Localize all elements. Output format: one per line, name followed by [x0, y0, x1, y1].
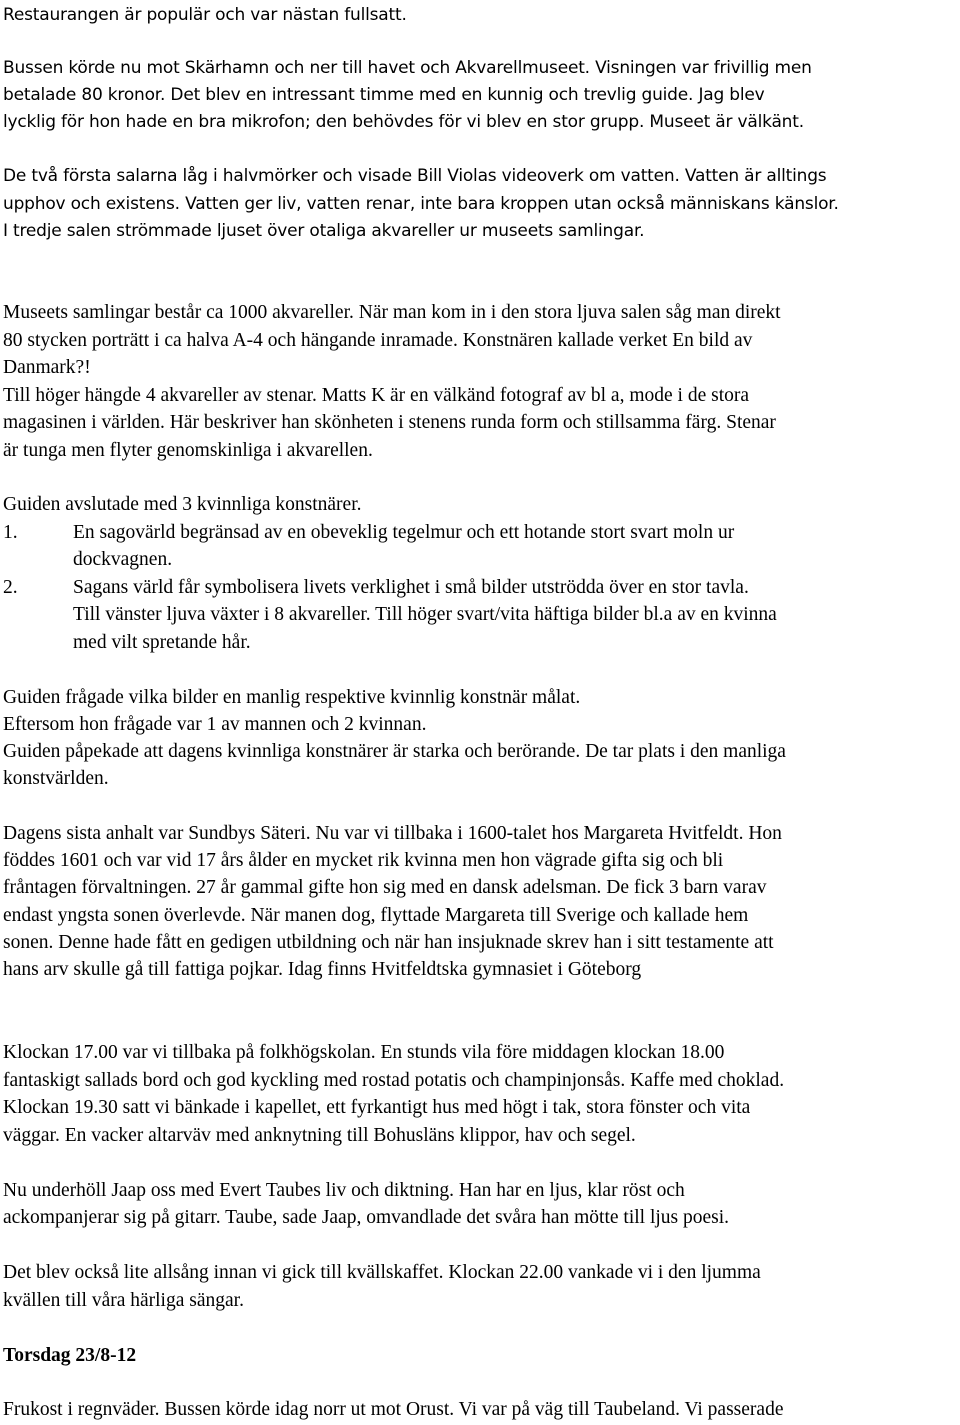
- text-line: Sagans värld får symbolisera livets verklighet i små bilder utströdda över en stor tavla.: [73, 577, 749, 598]
- text-line: Klockan 17.00 var vi tillbaka på folkhögskolan. En stunds vila före middagen klockan 18.00: [3, 1042, 725, 1063]
- text-line: Det blev också lite allsång innan vi gick till kvällskaffet. Klockan 22.00 vankade vi i den ljumma: [3, 1262, 761, 1283]
- text-line: Nu underhöll Jaap oss med Evert Taubes liv och diktning. Han har en ljus, klar röst och: [3, 1180, 685, 1201]
- text-line: upphov och existens. Vatten ger liv, vatten renar, inte bara kroppen utan också människans känslor.: [3, 194, 839, 214]
- text-line: endast yngsta sonen överlevde. När manen dog, flyttade Margareta till Sverige och kallade hem: [3, 905, 749, 926]
- text-line: ackompanjerar sig på gitarr. Taube, sade Jaap, omvandlade det svåra han mötte till ljus poesi.: [3, 1207, 730, 1228]
- text-line: Danmark?!: [3, 357, 91, 378]
- text-line: fråntagen förvaltningen. 27 år gammal gifte hon sig med en dansk adelsman. De fick 3 barn varav: [3, 877, 767, 898]
- text-line: sonen. Denne hade fått en gedigen utbildning och när han insjuknade skrev han i sitt testamente att: [3, 932, 774, 953]
- text-line: hans arv skulle gå till fattiga pojkar. Idag finns Hvitfeldtska gymnasiet i Göteborg: [3, 959, 642, 980]
- text-line: lycklig för hon hade en bra mikrofon; den behövdes för vi blev en stor grupp. Museet är välkänt.: [3, 112, 804, 132]
- text-line: magasinen i världen. Här beskriver han skönheten i stenens runda form och stillsamma färg. Stenar: [3, 412, 776, 433]
- list-number: 2.: [3, 577, 18, 598]
- text-line: I tredje salen strömmade ljuset över otaliga akvareller ur museets samlingar.: [3, 221, 645, 241]
- text-line: Eftersom hon frågade var 1 av mannen och 2 kvinnan.: [3, 714, 427, 735]
- text-line: Klockan 19.30 satt vi bänkade i kapellet, ett fyrkantigt hus med högt i tak, stora fönster och vita: [3, 1097, 751, 1118]
- text-line: Restaurangen är populär och var nästan fullsatt.: [3, 5, 407, 25]
- text-line: Guiden frågade vilka bilder en manlig respektive kvinnlig konstnär målat.: [3, 687, 581, 708]
- text-line: är tunga men flyter genomskinliga i akvarellen.: [3, 440, 373, 461]
- text-line: konstvärlden.: [3, 768, 109, 789]
- text-line: Frukost i regnväder. Bussen körde idag norr ut mot Orust. Vi var på väg till Taubeland. Vi passerade: [3, 1399, 784, 1420]
- text-line: Guiden påpekade att dagens kvinnliga konstnärer är starka och berörande. De tar plats i den manliga: [3, 741, 786, 762]
- text-line: Guiden avslutade med 3 kvinnliga konstnärer.: [3, 494, 362, 515]
- text-line: En sagovärld begränsad av en obeveklig tegelmur och ett hotande stort svart moln ur: [73, 522, 735, 543]
- text-line: betalade 80 kronor. Det blev en intressant timme med en kunnig och trevlig guide. Jag blev: [3, 85, 765, 105]
- text-line: med vilt spretande hår.: [73, 632, 251, 653]
- text-line: föddes 1601 och var vid 17 års ålder en mycket rik kvinna men hon vägrade gifta sig och bli: [3, 850, 724, 871]
- section-heading: Torsdag 23/8-12: [3, 1345, 137, 1366]
- text-line: Museets samlingar består ca 1000 akvareller. När man kom in i den stora ljuva salen såg man direkt: [3, 302, 781, 323]
- list-number: 1.: [3, 522, 18, 543]
- text-line: väggar. En vacker altarväv med anknytning till Bohusläns klippor, hav och segel.: [3, 1125, 636, 1146]
- text-line: Till vänster ljuva växter i 8 akvareller. Till höger svart/vita häftiga bilder bl.a av en kvinna: [73, 604, 777, 625]
- text-line: De två första salarna låg i halvmörker och visade Bill Violas videoverk om vatten. Vatten är alltings: [3, 166, 827, 186]
- text-line: Till höger hängde 4 akvareller av stenar. Matts K är en välkänd fotograf av bl a, mode i de stora: [3, 385, 750, 406]
- text-line: Dagens sista anhalt var Sundbys Säteri. Nu var vi tillbaka i 1600-talet hos Margareta Hvitfeldt. Hon: [3, 823, 782, 844]
- text-line: kvällen till våra härliga sängar.: [3, 1290, 244, 1311]
- text-line: fantaskigt sallads bord och god kyckling med rostad potatis och champinjonsås. Kaffe med choklad.: [3, 1070, 785, 1091]
- text-line: dockvagnen.: [73, 549, 173, 570]
- text-line: Bussen körde nu mot Skärhamn och ner till havet och Akvarellmuseet. Visningen var frivillig men: [3, 58, 812, 78]
- text-line: 80 stycken porträtt i ca halva A-4 och hängande inramade. Konstnären kallade verket En bild av: [3, 330, 753, 351]
